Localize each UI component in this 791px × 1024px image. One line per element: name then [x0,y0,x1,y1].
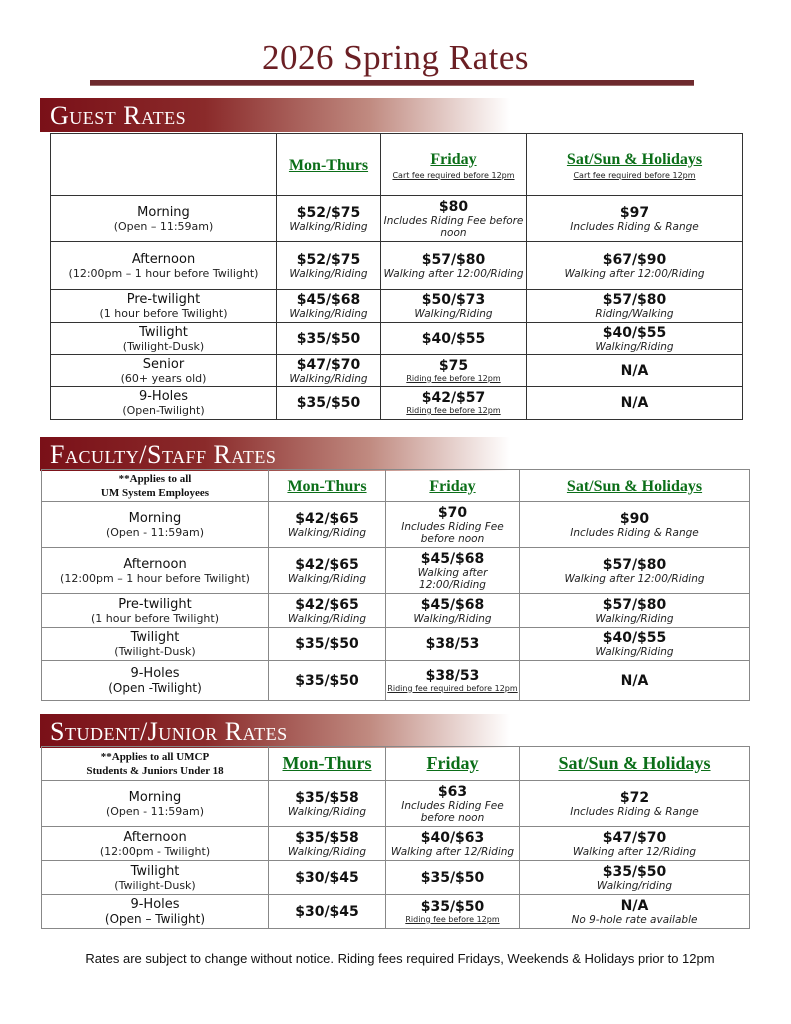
col-header-weekend: Sat/Sun & Holidays [520,470,750,502]
page-title: 2026 Spring Rates [261,38,530,77]
row-label: Morning (Open - 11:59am) [42,502,269,548]
table-row [51,387,743,420]
col-header-weekend: Sat/Sun & Holidays Cart fee required before 12pm [527,134,743,196]
faculty-rates-heading: Faculty/Staff Rates [50,440,277,469]
rate-cell: $45/$68 Walking after 12:00/Riding [386,548,520,594]
rate-cell: $35/$50 Walking/riding [520,861,750,895]
corner-note: **Applies to all UMCP Students & Juniors Under 18 [42,747,269,781]
col-header-friday: Friday Cart fee required before 12pm [381,134,527,196]
rate-cell: $50/$73 Walking/Riding [381,290,527,323]
table-row [51,355,743,387]
rate-cell: $67/$90 Walking after 12:00/Riding [527,242,743,290]
guest-rates-heading: Guest Rates [50,101,187,130]
rate-cell: $35/$50 [277,323,381,355]
col-header-weekend: Sat/Sun & Holidays [520,747,750,781]
rate-cell: $80 Includes Riding Fee before noon [381,196,527,242]
table-row [42,781,750,827]
rate-cell: $57/$80 Walking after 12:00/Riding [520,548,750,594]
table-row [51,323,743,355]
col-header-mon-thurs: Mon-Thurs [269,747,386,781]
col-header-friday: Friday [386,470,520,502]
guest-rates-table [50,133,743,420]
rate-cell: $42/$57 Riding fee before 12pm [381,387,527,420]
rate-cell: $52/$75 Walking/Riding [277,242,381,290]
table-row [42,661,750,701]
table-row [51,290,743,323]
rate-cell: $38/53 Riding fee required before 12pm [386,661,520,701]
rate-cell: $47/$70 Walking after 12/Riding [520,827,750,861]
row-label: Morning (Open – 11:59am) [51,196,277,242]
rate-cell: $30/$45 [269,895,386,929]
rate-cell: $35/$58 Walking/Riding [269,827,386,861]
rate-cell: $35/$50 Riding fee before 12pm [386,895,520,929]
rate-cell: $57/$80 Walking/Riding [520,594,750,628]
table-header-row [42,470,750,502]
row-label: Morning (Open - 11:59am) [42,781,269,827]
table-row [42,548,750,594]
student-rates-heading: Student/Junior Rates [50,717,288,746]
rate-cell: $35/$50 [269,628,386,661]
row-label: Afternoon (12:00pm – 1 hour before Twilight) [42,548,269,594]
rate-cell: $40/$63 Walking after 12/Riding [386,827,520,861]
table-row [42,502,750,548]
rate-cell: $40/$55 [381,323,527,355]
corner-cell [51,134,277,196]
rate-cell: $45/$68 Walking/Riding [277,290,381,323]
rate-cell: $40/$55 Walking/Riding [520,628,750,661]
row-label: Afternoon (12:00pm - Twilight) [42,827,269,861]
table-row [42,861,750,895]
row-label: 9-Holes (Open – Twilight) [42,895,269,929]
rate-cell: N/A [527,355,743,387]
rate-cell: $63 Includes Riding Fee before noon [386,781,520,827]
rate-cell: $35/$50 [386,861,520,895]
row-label: Afternoon (12:00pm – 1 hour before Twilight) [51,242,277,290]
rate-cell: $90 Includes Riding & Range [520,502,750,548]
row-label: 9-Holes (Open-Twilight) [51,387,277,420]
row-label: 9-Holes (Open -Twilight) [42,661,269,701]
corner-note: **Applies to all UM System Employees [42,470,269,502]
rate-cell: $42/$65 Walking/Riding [269,548,386,594]
footer-disclaimer: Rates are subject to change without notice. Riding fees required Fridays, Weekends & Holidays prior to 12pm [85,951,715,966]
row-label: Pre-twilight (1 hour before Twilight) [42,594,269,628]
table-row [51,242,743,290]
rate-cell: $30/$45 [269,861,386,895]
rate-cell: $38/53 [386,628,520,661]
title-divider [90,80,694,85]
row-label: Twilight (Twilight-Dusk) [51,323,277,355]
rate-cell: $42/$65 Walking/Riding [269,502,386,548]
row-label: Senior (60+ years old) [51,355,277,387]
rate-cell: $42/$65 Walking/Riding [269,594,386,628]
rate-cell: $57/$80 Walking after 12:00/Riding [381,242,527,290]
table-row [51,196,743,242]
faculty-rates-banner [40,437,510,471]
col-header-mon-thurs: Mon-Thurs [269,470,386,502]
rate-cell: $52/$75 Walking/Riding [277,196,381,242]
col-header-mon-thurs: Mon-Thurs [277,134,381,196]
table-header-row [51,134,743,196]
rate-cell: $45/$68 Walking/Riding [386,594,520,628]
rate-cell: $35/$50 [269,661,386,701]
rate-cell: $35/$58 Walking/Riding [269,781,386,827]
rate-cell: N/A [520,661,750,701]
rate-cell: N/A No 9-hole rate available [520,895,750,929]
rate-cell: $47/$70 Walking/Riding [277,355,381,387]
rate-cell: $75 Riding fee before 12pm [381,355,527,387]
row-label: Pre-twilight (1 hour before Twilight) [51,290,277,323]
col-header-friday: Friday [386,747,520,781]
rate-cell: $35/$50 [277,387,381,420]
rate-cell: $57/$80 Riding/Walking [527,290,743,323]
rate-cell: $72 Includes Riding & Range [520,781,750,827]
row-label: Twilight (Twilight-Dusk) [42,861,269,895]
rate-cell: N/A [527,387,743,420]
student-rates-table [41,746,750,929]
rate-cell: $97 Includes Riding & Range [527,196,743,242]
student-rates-banner [40,714,510,748]
table-row [42,895,750,929]
table-row [42,594,750,628]
guest-rates-banner [40,98,510,132]
row-label: Twilight (Twilight-Dusk) [42,628,269,661]
table-row [42,628,750,661]
rate-cell: $70 Includes Riding Fee before noon [386,502,520,548]
rate-cell: $40/$55 Walking/Riding [527,323,743,355]
faculty-rates-table [41,469,750,701]
table-header-row [42,747,750,781]
table-row [42,827,750,861]
